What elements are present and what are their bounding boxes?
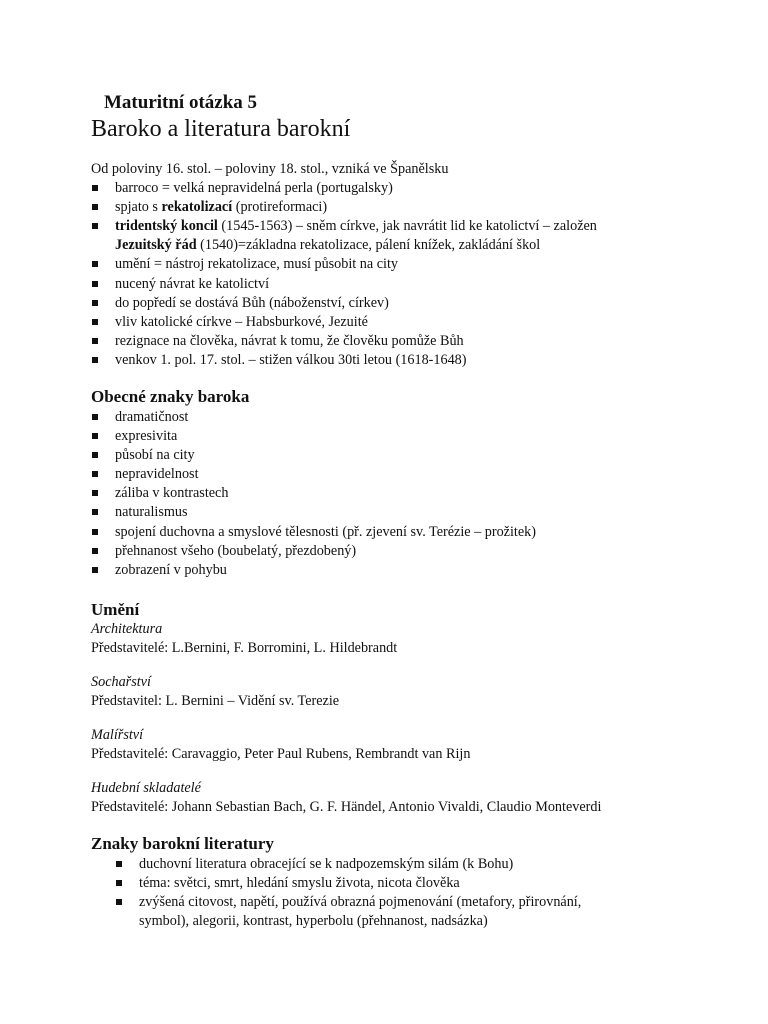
art-architecture	[91, 620, 731, 658]
art-music	[91, 779, 731, 817]
general-traits-block	[91, 408, 731, 580]
section-heading-literature-traits: Znaky barokní literatury	[91, 834, 274, 853]
list-item: zvýšená citovost, napětí, používá obrazná pojmenování (metafory, přirovnání, symbol), alegorii, kontrast, hyperbolu (přehnanost, nadsázka)	[91, 893, 731, 931]
list-item: působí na city	[91, 446, 731, 465]
literature-traits-block	[91, 855, 731, 931]
list-item: nucený návrat ke katolictví	[91, 275, 731, 294]
art-category-name: Hudební skladatelé	[91, 780, 201, 796]
section-heading-art: Umění	[91, 600, 140, 619]
art-category-name: Architektura	[91, 621, 163, 637]
list-item: venkov 1. pol. 17. stol. – stižen válkou 30ti letou (1618-1648)	[91, 351, 731, 370]
list-item: nepravidelnost	[91, 465, 731, 484]
section-heading-general-traits: Obecné znaky baroka	[91, 387, 250, 406]
art-representatives: Představitelé: Caravaggio, Peter Paul Rubens, Rembrandt van Rijn	[91, 746, 471, 763]
intro-block	[91, 160, 731, 370]
list-item: naturalismus	[91, 503, 731, 522]
art-painting	[91, 726, 731, 764]
list-item: umění = nástroj rekatolizace, musí působit na city	[91, 255, 731, 274]
literature-traits-list	[91, 855, 731, 931]
list-item: téma: světci, smrt, hledání smyslu života, nicota člověka	[91, 874, 731, 893]
art-representatives: Představitel: L. Bernini – Vidění sv. Terezie	[91, 693, 340, 710]
list-item: spojení duchovna a smyslové tělesnosti (př. zjevení sv. Terézie – prožitek)	[91, 523, 731, 542]
list-item: rezignace na člověka, návrat k tomu, že člověku pomůže Bůh	[91, 332, 731, 351]
list-item: expresivita	[91, 427, 731, 446]
general-traits-list	[91, 408, 731, 580]
art-category-name: Sochařství	[91, 674, 151, 690]
list-item: zobrazení v pohybu	[91, 561, 731, 580]
art-sculpture	[91, 673, 731, 711]
art-representatives: Představitelé: Johann Sebastian Bach, G. F. Händel, Antonio Vivaldi, Claudio Monteverdi	[91, 799, 602, 816]
art-representatives: Představitelé: L.Bernini, F. Borromini, L. Hildebrandt	[91, 640, 398, 657]
list-item: tridentský koncil (1545-1563) – sněm církve, jak navrátit lid ke katolictví – založen Jezuitský řád (1540)=základna rekatolizace, pálení knížek, zakládání škol	[91, 217, 731, 255]
exam-question-label: Maturitní otázka 5	[104, 92, 258, 113]
intro-text: Od poloviny 16. stol. – poloviny 18. stol., vzniká ve Španělsku	[91, 161, 449, 177]
list-item: barroco = velká nepravidelná perla (portugalsky)	[91, 179, 731, 198]
art-category-name: Malířství	[91, 727, 144, 743]
intro-list	[91, 179, 731, 370]
page-title: Baroko a literatura barokní	[91, 116, 351, 142]
list-item: duchovní literatura obracející se k nadpozemským silám (k Bohu)	[91, 855, 731, 874]
bold-term: Jezuitský řád	[115, 237, 197, 254]
list-item: přehnanost všeho (boubelatý, přezdobený)	[91, 542, 731, 561]
bold-term: tridentský koncil	[115, 218, 218, 235]
list-item: dramatičnost	[91, 408, 731, 427]
list-item: záliba v kontrastech	[91, 484, 731, 503]
bold-term: rekatolizací	[161, 199, 233, 216]
list-item: spjato s rekatolizací (protireformaci)	[91, 198, 731, 217]
list-item: vliv katolické církve – Habsburkové, Jezuité	[91, 313, 731, 332]
list-item: do popředí se dostává Bůh (náboženství, církev)	[91, 294, 731, 313]
